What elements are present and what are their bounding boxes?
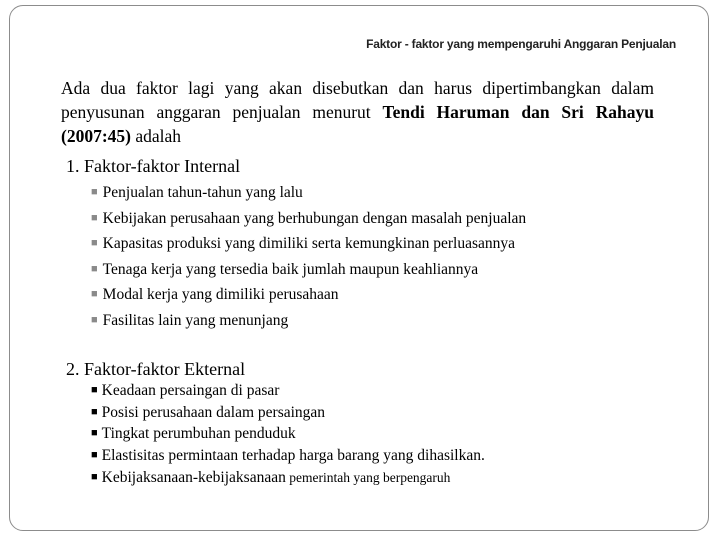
internal-factors-heading: 1. Faktor-faktor Internal [66,156,241,176]
list-item [91,403,485,425]
bullet-icon: ■ [91,186,98,198]
external-factors-list [91,381,485,489]
bullet-icon: ■ [91,288,98,301]
list-item [91,424,485,446]
list-item-text: Tenaga kerja yang tersedia baik jumlah maupun keahliannya [102,260,479,278]
list-item-text: Kapasitas produksi yang dimiliki serta kemungkinan perluasannya [102,235,516,253]
bullet-icon: ■ [91,427,98,440]
list-item-text: Tingkat perumbuhan penduduk [101,425,296,443]
list-item-text: Kebijakan perusahaan yang berhubungan dengan masalah penjualan [102,209,527,227]
bullet-icon: ■ [91,211,98,224]
list-item-text: Penjualan tahun-tahun yang lalu [102,184,303,201]
list-item [91,311,526,337]
list-item [91,381,485,403]
slide-title: Faktor - faktor yang mempengaruhi Anggaran Penjualan [366,37,676,51]
intro-source: Tendi Haruman dan Sri Rahayu (2007:45) [61,102,654,146]
list-item-text: Keadaan persaingan di pasar [101,382,280,399]
bullet-icon: ■ [91,262,98,275]
list-item [91,183,526,209]
list-item-text: Modal kerja yang dimiliki perusahaan [102,286,339,304]
list-item [91,209,526,235]
list-item [91,446,485,468]
list-item [91,468,485,490]
list-item [91,285,526,311]
list-item-text: Kebijaksanaan-kebijaksanaan [101,468,286,486]
list-item-text-small: pemerintah yang berpengaruh [285,469,451,485]
bullet-icon: ■ [91,384,98,396]
list-item-text: Elastisitas permintaan terhadap harga barang yang dihasilkan. [101,447,485,465]
bullet-icon: ■ [91,237,98,250]
list-item-text: Fasilitas lain yang menunjang [102,311,289,329]
list-item [91,234,526,260]
bullet-icon: ■ [91,449,98,462]
bullet-icon: ■ [91,405,98,418]
intro-paragraph [61,76,654,148]
intro-text: Ada dua faktor lagi yang akan disebutkan dan harus dipertimbangkan dalam penyusunan anggaran penjualan menurut [61,78,654,122]
list-item [91,260,526,286]
internal-factors-list [91,183,526,337]
list-item-text: Posisi perusahaan dalam persaingan [101,403,326,421]
external-factors-heading: 2. Faktor-faktor Ekternal [66,359,246,379]
bullet-icon: ■ [91,313,98,326]
bullet-icon: ■ [91,470,98,483]
intro-text-end: adalah [130,126,182,146]
